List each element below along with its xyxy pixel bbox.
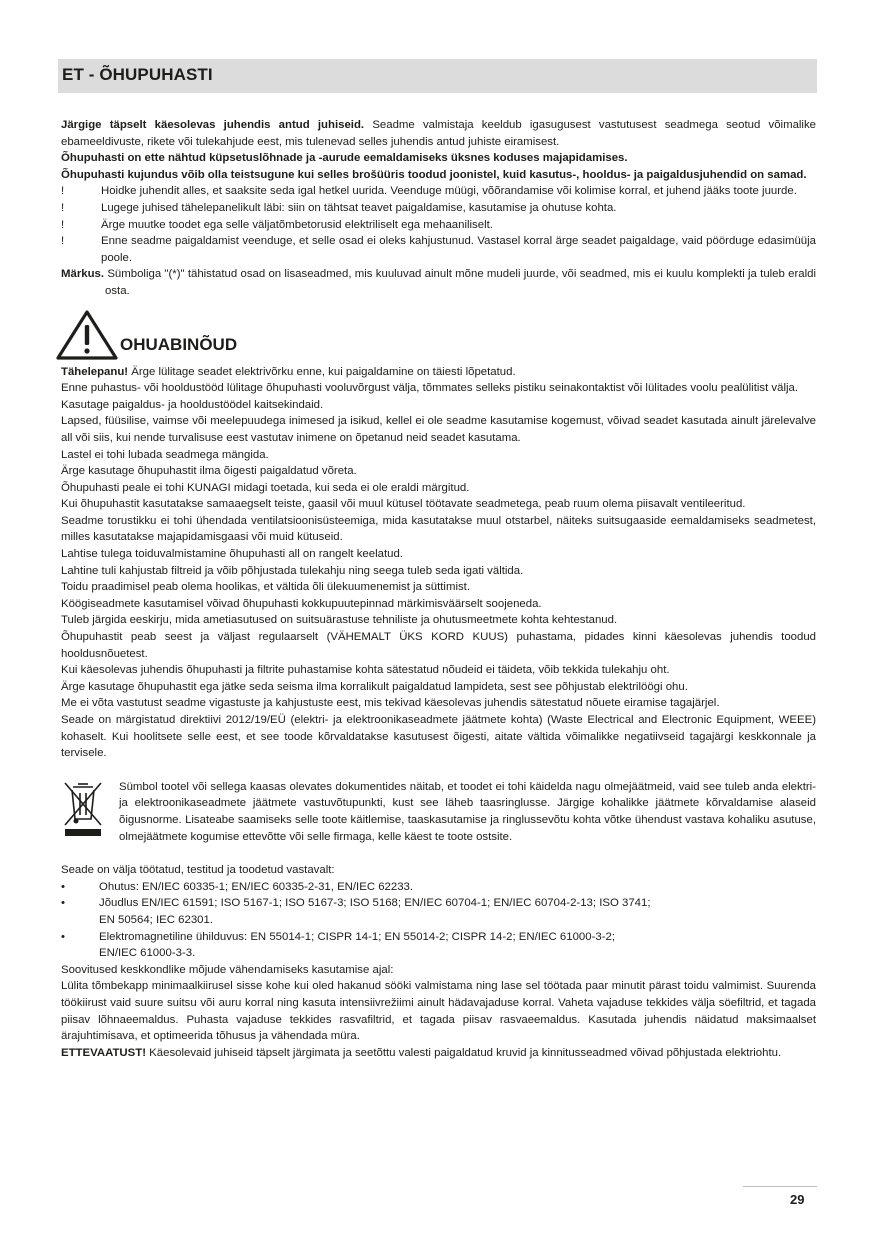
eco-text: Lülita tõmbekapp minimaalkiirusel sisse kohe kui oled hakanud sööki valmistama ning lase sel töötada paar minutit pärast toidu valmimist. Suurenda töökiirust vaid suure suitsu või auru korral ning kasuta intensiivrežiimi ainult hädavajaduse korral. Vaheta vajaduse tekkides välja söefiltrid, et tagada piisav lõhnaeemaldus. Puhasta vajaduse tekkides rasvafiltrid, et tagada piisav rasvaeemaldus. Kasutada juhendis näidatud maksimaalset ärajuhtimisava, et optimeerida tõhusus ja vähendada müra. [61, 980, 816, 1043]
safety-paragraph: Toidu praadimisel peab olema hoolikas, et vältida õli ülekuumenemist ja süttimist. [61, 581, 470, 594]
standard-text: Elektromagnetiline ühilduvus: EN 55014-1; CISPR 14-1; EN 55014-2; CISPR 14-2; EN/IEC 61000-3-2; [99, 930, 616, 943]
bullet: • [61, 880, 65, 893]
exclamation-mark: ! [61, 235, 65, 248]
safety-paragraph: Lahtise tulega toiduvalmistamine õhupuhasti all on rangelt keelatud. [61, 548, 403, 561]
safety-paragraph: Õhupuhasti peale ei tohi KUNAGI midagi toetada, kui seda ei ole eraldi märgitud. [61, 481, 470, 494]
exclamation-mark: ! [61, 201, 65, 214]
list-item [61, 217, 816, 234]
standard-text: EN/IEC 61000-3-3. [99, 947, 196, 960]
safety-paragraph: Köögiseadmete kasutamisel võivad õhupuhasti kokkupuutepinnad märkimisväärselt soojeneda. [61, 597, 542, 610]
purpose-statement: Õhupuhasti on ette nähtud küpsetuslõhnade ja -aurude eemaldamiseks üksnes koduses majapidamises. [61, 152, 628, 165]
bullet: • [61, 930, 65, 943]
safety-paragraph: Me ei võta vastutust seadme vigastuste ja kahjustuste eest, mis tekivad käesolevas juhendis sätestatud nõuete eiramise tagajärjel. [61, 697, 720, 710]
standard-text: Ohutus: EN/IEC 60335-1; EN/IEC 60335-2-31, EN/IEC 62233. [99, 880, 414, 893]
attention-label: Tähelepanu! [61, 365, 129, 378]
header-bar [58, 59, 817, 93]
safety-heading [61, 308, 816, 364]
warning-triangle-icon [54, 308, 120, 362]
weee-block [61, 779, 816, 845]
safety-paragraph: Kui õhupuhastit kasutatakse samaaegselt teiste, gaasil või muul kütusel töötavate seadmetega, peab ruum olema piisavalt ventileeritud. [61, 498, 746, 511]
list-item [61, 895, 816, 928]
safety-paragraph: Lastel ei tohi lubada seadmega mängida. [61, 448, 269, 461]
safety-title: OHUABINÕUD [120, 334, 238, 354]
safety-paragraph: Kasutage paigaldus- ja hooldustöödel kaitsekindaid. [61, 398, 324, 411]
page-number: 29 [790, 1192, 805, 1207]
safety-paragraph: Seade on märgistatud direktiivi 2012/19/EÜ (elektri- ja elektroonikaseadmete jäätmete kohta) (Waste Electrical and Electronic Equipment, WEEE) kohaselt. Kui hoolitsete selle eest, et see toode kõrvaldatakse kasutusest õigesti, aitate vältida võimalikke negatiivseid tagajärgi keskkonnale ja tervisele. [61, 714, 816, 760]
bullet: • [61, 897, 65, 910]
intro-text: Seadme valmistaja keeldub igasugusest vastutusest seadmega seotud võimalike ebameeldivuste, rikete või tulekahjude eest, mis tulenevad selles juhendis antud juhiste eiramisest. [61, 119, 816, 148]
safety-paragraph: Tuleb järgida eeskirju, mida ametiasutused on suitsuärastuse tehniliste ja ohutusmeetmete kohta kehtestanud. [61, 614, 618, 627]
page-title: ET - ÕHUPUHASTI [62, 65, 213, 84]
caution-label: ETTEVAATUST! [61, 1046, 147, 1059]
standards-intro: Seade on välja töötatud, testitud ja toodetud vastavalt: [61, 864, 335, 877]
spacer [61, 845, 816, 862]
eco-title: Soovitused keskkondlike mõjude vähendamiseks kasutamise ajal: [61, 963, 394, 976]
exclamation-mark: ! [61, 218, 65, 231]
list-item [61, 929, 816, 962]
safety-paragraph: Kui käesolevas juhendis õhupuhasti ja filtrite puhastamise kohta sätestatud nõudeid ei täideta, võib tekkida tulekahju oht. [61, 664, 670, 677]
list-item [61, 200, 816, 217]
list-item-text: Lugege juhised tähelepanelikult läbi: siin on tähtsat teavet paigaldamise, kasutamise ja ohutuse kohta. [101, 201, 617, 214]
list-item [61, 183, 816, 200]
document-body [61, 117, 816, 1061]
crossed-out-wheelie-bin-icon [61, 781, 105, 839]
list-item [61, 233, 816, 266]
caution-paragraph [61, 1045, 816, 1062]
attention-paragraph [61, 364, 816, 381]
standard-text: EN 50564; IEC 62301. [99, 913, 213, 926]
safety-paragraph: Ärge kasutage õhupuhastit ega jätke seda seisma ilma korralikult paigaldatud lampideta, sest see põhjustab elektrilöögi ohu. [61, 680, 688, 693]
note-label: Märkus. [61, 268, 105, 281]
caution-text: Käesolevaid juhiseid täpselt järgimata ja seetõttu valesti paigaldatud kruvid ja kinnitusseadmed võivad põhjustada elektriohtu. [146, 1046, 782, 1059]
attention-text: Ärge lülitage seadet elektrivõrku enne, kui paigaldamine on täiesti lõpetatud. [128, 365, 516, 378]
exclamation-mark: ! [61, 185, 65, 198]
safety-paragraph: Õhupuhastit peab seest ja väljast regulaarselt (VÄHEMALT ÜKS KORD KUUS) puhastama, pidades kinni käesolevas juhendis toodud hooldusnõuetest. [61, 631, 816, 660]
safety-paragraph: Lapsed, füüsilise, vaimse või meelepuudega inimesed ja isikud, kellel ei ole seadme kasutamise kogemust, võivad seadet kasutada ainult järelevalve all või siis, kui nende turvalisuse eest vastutav inimene on õpetanud neid seadet kasutama. [61, 415, 816, 444]
standard-text: Jõudlus EN/IEC 61591; ISO 5167-1; ISO 5167-3; ISO 5168; EN/IEC 60704-1; EN/IEC 60704-2-13; ISO 3741; [99, 897, 651, 910]
safety-paragraph: Seadme torustikku ei tohi ühendada ventilatsioonisüsteemiga, mida kasutatakse muul otstarbel, näiteks suitsugaaside eemaldamiseks seadmetest, milles kasutatakse majapidamisgaasi või muid kütuseid. [61, 514, 816, 544]
safety-paragraph: Lahtine tuli kahjustab filtreid ja võib põhjustada tulekahju ning seega tuleb seda igati vältida. [61, 564, 524, 577]
safety-paragraph: Ärge kasutage õhupuhastit ilma õigesti paigaldatud võreta. [61, 465, 357, 478]
note-text: Sümboliga "(*)" tähistatud osad on lisaseadmed, mis kuuluvad ainult mõne mudeli juurde, või seadmed, mis ei kuulu komplekti ja tuleb eraldi osta. [104, 268, 816, 297]
intro-paragraph [61, 117, 816, 150]
list-item [61, 879, 816, 896]
design-statement: Õhupuhasti kujundus võib olla teistsugune kui selles brošüüris toodud joonistel, kuid kasutus-, hooldus- ja paigaldusjuhendid on samad. [61, 168, 807, 181]
spacer [61, 762, 816, 779]
list-item-text: Hoidke juhendit alles, et saaksite seda igal hetkel uurida. Veenduge müügi, võõrandamise või kolimise korral, et juhend jääks toote juurde. [101, 185, 797, 198]
list-item-text: Ärge muutke toodet ega selle väljatõmbetorusid elektriliselt ega mehaaniliselt. [101, 218, 493, 231]
note-paragraph [61, 266, 816, 299]
weee-text: Sümbol tootel või sellega kaasas olevates dokumentides näitab, et toodet ei tohi käidelda nagu olmejäätmeid, vaid see tuleb anda elektri- ja elektroonikaseadmete jäätmete vastuvõtupunkti, kust see läheb taasringlusse. Järgige kohalikke jäätmete kõrvaldamise alaseid õigusnorme. Lisateabe saamiseks selle toote käitlemise, taaskasutamise ja ringlussevõtu kohta võtke ühendust vastava kohaliku asutuse, olmejäätmete kogumise ettevõtte või selle firmaga, kelle käest te toote ostsite. [119, 780, 816, 843]
safety-paragraph: Enne puhastus- või hooldustööd lülitage õhupuhasti vooluvõrgust välja, tõmmates selleks pistiku seinakontaktist või lülitades voolu pealülitist välja. [61, 382, 799, 395]
footer-divider [743, 1186, 817, 1187]
intro-bold: Järgige täpselt käesolevas juhendis antud juhiseid. [61, 119, 365, 131]
list-item-text: Enne seadme paigaldamist veenduge, et selle osad ei oleks kahjustunud. Vastasel korral ärge seadet paigaldage, vaid pöörduge edasimüüja poole. [101, 235, 816, 264]
